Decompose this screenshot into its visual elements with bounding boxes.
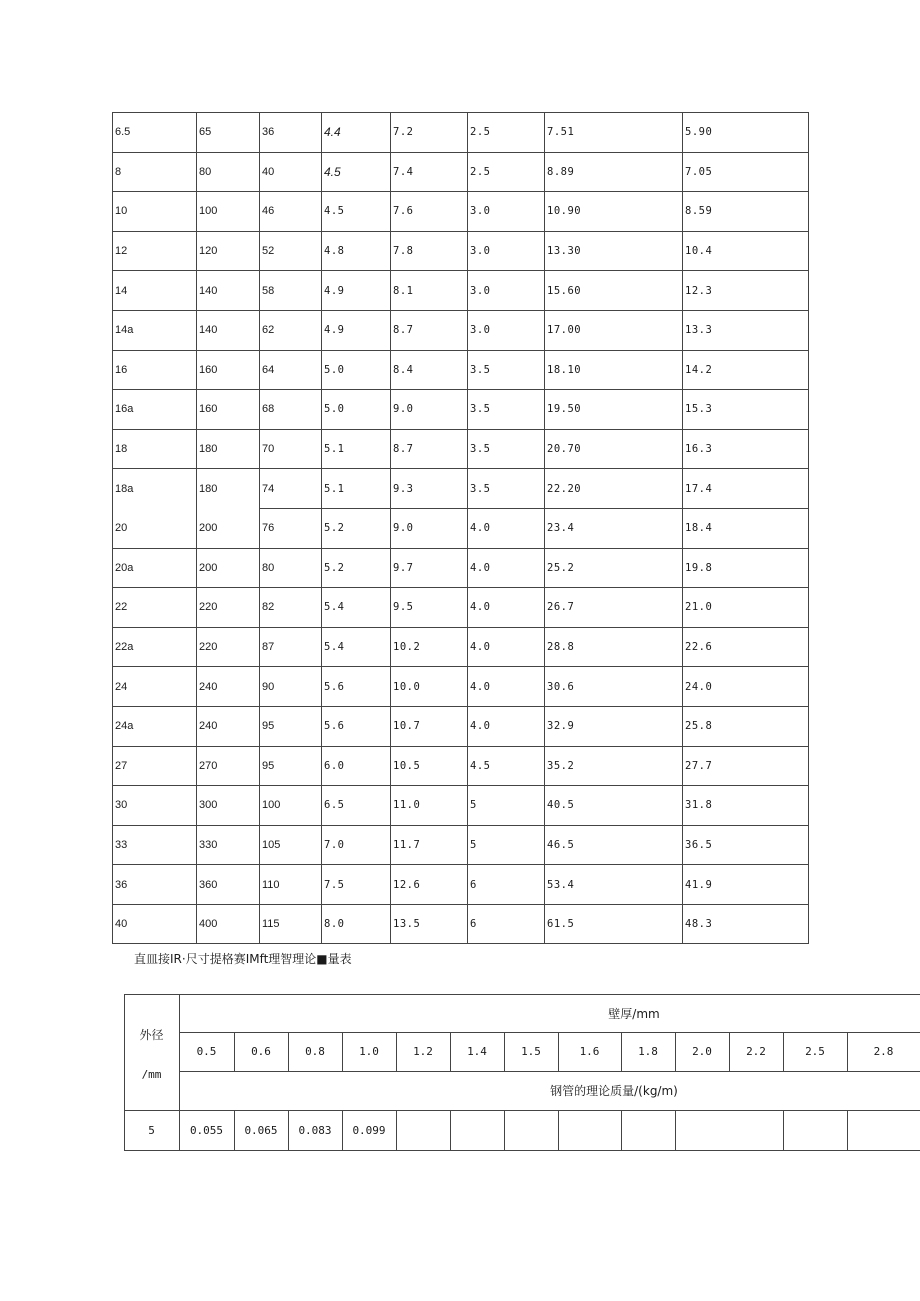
cell-width: 110 <box>260 865 322 905</box>
cell-radius: 3.0 <box>468 271 545 311</box>
wall-thickness-header: 壁厚/mm <box>608 1006 660 1021</box>
cell-model: 16a <box>113 390 197 430</box>
cell-height: 180 <box>197 429 260 469</box>
table-row <box>113 113 809 153</box>
cell-model: 14 <box>113 271 197 311</box>
cell-width: 82 <box>260 588 322 628</box>
thickness-value: 1.4 <box>467 1045 487 1058</box>
table-rule <box>124 1150 920 1151</box>
table-row <box>113 588 809 628</box>
cell-web-thickness: 4.5 <box>322 192 391 232</box>
cell-area: 32.9 <box>545 706 683 746</box>
cell-height: 300 <box>197 786 260 826</box>
mass-value <box>504 1110 558 1150</box>
table-row <box>113 271 809 311</box>
cell-radius: 3.5 <box>468 429 545 469</box>
cell-mass: 25.8 <box>683 706 809 746</box>
cell-area: 30.6 <box>545 667 683 707</box>
mass-value: 0.099 <box>352 1123 386 1137</box>
cell-height: 160 <box>197 350 260 390</box>
cell-height: 140 <box>197 310 260 350</box>
cell-area: 46.5 <box>545 825 683 865</box>
cell-width: 74 <box>260 469 322 509</box>
outer-diameter-unit: /mm <box>141 1067 162 1081</box>
cell-web-thickness: 8.0 <box>322 904 391 944</box>
cell-height: 200 <box>197 508 260 548</box>
cell-flange-thickness: 11.7 <box>391 825 468 865</box>
mass-value: 0.065 <box>244 1123 278 1137</box>
thickness-value: 1.8 <box>638 1045 658 1058</box>
cell-height: 240 <box>197 667 260 707</box>
cell-mass: 8.59 <box>683 192 809 232</box>
cell-flange-thickness: 7.8 <box>391 231 468 271</box>
cell-area: 15.60 <box>545 271 683 311</box>
cell-area: 17.00 <box>545 310 683 350</box>
cell-radius: 3.0 <box>468 231 545 271</box>
cell-mass: 13.3 <box>683 310 809 350</box>
thickness-value: 0.5 <box>196 1045 217 1058</box>
cell-area: 22.20 <box>545 469 683 509</box>
table-row <box>113 429 809 469</box>
cell-model: 22 <box>113 588 197 628</box>
cell-area: 8.89 <box>545 152 683 192</box>
cell-mass: 48.3 <box>683 904 809 944</box>
mass-value <box>558 1110 621 1150</box>
table-row <box>113 706 809 746</box>
cell-area: 23.4 <box>545 508 683 548</box>
table-row <box>113 746 809 786</box>
cell-radius: 2.5 <box>468 113 545 153</box>
cell-area: 7.51 <box>545 113 683 153</box>
cell-radius: 4.5 <box>468 746 545 786</box>
cell-mass: 18.4 <box>683 508 809 548</box>
cell-radius: 3.0 <box>468 192 545 232</box>
cell-mass: 10.4 <box>683 231 809 271</box>
cell-radius: 5 <box>468 825 545 865</box>
cell-width: 58 <box>260 271 322 311</box>
cell-width: 80 <box>260 548 322 588</box>
cell-width: 70 <box>260 429 322 469</box>
cell-model: 20a <box>113 548 197 588</box>
cell-model: 6.5 <box>113 113 197 153</box>
table-row <box>113 152 809 192</box>
cell-web-thickness: 5.0 <box>322 390 391 430</box>
cell-model: 10 <box>113 192 197 232</box>
mass-value <box>729 1110 783 1150</box>
cell-mass: 21.0 <box>683 588 809 628</box>
outer-diameter-label: 外径 <box>139 1027 164 1042</box>
thickness-value: 0.8 <box>305 1045 325 1058</box>
cell-flange-thickness: 12.6 <box>391 865 468 905</box>
cell-model: 18 <box>113 429 197 469</box>
cell-mass: 15.3 <box>683 390 809 430</box>
cell-flange-thickness: 9.5 <box>391 588 468 628</box>
cell-height: 330 <box>197 825 260 865</box>
cell-radius: 5 <box>468 786 545 826</box>
cell-mass: 5.90 <box>683 113 809 153</box>
cell-web-thickness: 5.6 <box>322 706 391 746</box>
cell-model: 30 <box>113 786 197 826</box>
cell-area: 53.4 <box>545 865 683 905</box>
mass-value <box>396 1110 450 1150</box>
cell-web-thickness: 5.4 <box>322 588 391 628</box>
cell-width: 95 <box>260 706 322 746</box>
cell-area: 10.90 <box>545 192 683 232</box>
cell-width: 95 <box>260 746 322 786</box>
cell-height: 140 <box>197 271 260 311</box>
cell-web-thickness: 4.5 <box>322 152 391 192</box>
mass-value: 0.083 <box>298 1123 332 1137</box>
cell-web-thickness: 5.4 <box>322 627 391 667</box>
mass-value <box>621 1110 675 1150</box>
table-row <box>113 469 809 509</box>
table-row <box>113 231 809 271</box>
cell-width: 115 <box>260 904 322 944</box>
table-row <box>113 627 809 667</box>
cell-web-thickness: 5.2 <box>322 548 391 588</box>
cell-height: 65 <box>197 113 260 153</box>
cell-model: 24 <box>113 667 197 707</box>
cell-flange-thickness: 13.5 <box>391 904 468 944</box>
cell-flange-thickness: 7.2 <box>391 113 468 153</box>
cell-web-thickness: 4.8 <box>322 231 391 271</box>
cell-model: 40 <box>113 904 197 944</box>
cell-mass: 27.7 <box>683 746 809 786</box>
cell-width: 100 <box>260 786 322 826</box>
table-row <box>113 310 809 350</box>
cell-height: 240 <box>197 706 260 746</box>
mass-value <box>675 1110 729 1150</box>
thickness-value: 2.0 <box>692 1045 712 1058</box>
table-row <box>113 865 809 905</box>
cell-radius: 4.0 <box>468 588 545 628</box>
cell-area: 40.5 <box>545 786 683 826</box>
cell-height: 180 <box>197 469 260 509</box>
cell-radius: 6 <box>468 904 545 944</box>
cell-mass: 24.0 <box>683 667 809 707</box>
table-row <box>113 786 809 826</box>
cell-area: 19.50 <box>545 390 683 430</box>
cell-flange-thickness: 11.0 <box>391 786 468 826</box>
cell-width: 46 <box>260 192 322 232</box>
cell-area: 28.8 <box>545 627 683 667</box>
cell-web-thickness: 5.2 <box>322 508 391 548</box>
cell-web-thickness: 6.0 <box>322 746 391 786</box>
cell-width: 76 <box>260 508 322 548</box>
cell-flange-thickness: 10.5 <box>391 746 468 786</box>
cell-width: 105 <box>260 825 322 865</box>
cell-area: 61.5 <box>545 904 683 944</box>
cell-height: 220 <box>197 627 260 667</box>
cell-flange-thickness: 8.7 <box>391 310 468 350</box>
cell-web-thickness: 4.9 <box>322 310 391 350</box>
cell-web-thickness: 5.6 <box>322 667 391 707</box>
cell-radius: 4.0 <box>468 667 545 707</box>
cell-radius: 4.0 <box>468 627 545 667</box>
cell-width: 40 <box>260 152 322 192</box>
cell-height: 80 <box>197 152 260 192</box>
cell-radius: 3.5 <box>468 390 545 430</box>
cell-mass: 16.3 <box>683 429 809 469</box>
cell-flange-thickness: 9.0 <box>391 508 468 548</box>
cell-radius: 2.5 <box>468 152 545 192</box>
cell-height: 120 <box>197 231 260 271</box>
cell-radius: 3.0 <box>468 310 545 350</box>
table-row <box>113 192 809 232</box>
mass-value <box>783 1110 847 1150</box>
cell-radius: 3.5 <box>468 350 545 390</box>
cell-mass: 22.6 <box>683 627 809 667</box>
cell-height: 400 <box>197 904 260 944</box>
cell-model: 24a <box>113 706 197 746</box>
cell-area: 18.10 <box>545 350 683 390</box>
steel-pipe-mass-table <box>124 994 920 1151</box>
cell-model: 12 <box>113 231 197 271</box>
thickness-value: 2.2 <box>746 1045 766 1058</box>
cell-web-thickness: 7.5 <box>322 865 391 905</box>
cell-flange-thickness: 7.6 <box>391 192 468 232</box>
cell-area: 13.30 <box>545 231 683 271</box>
cell-model: 22a <box>113 627 197 667</box>
thickness-value: 2.5 <box>805 1045 825 1058</box>
cell-model: 36 <box>113 865 197 905</box>
cell-area: 35.2 <box>545 746 683 786</box>
cell-height: 270 <box>197 746 260 786</box>
cell-mass: 7.05 <box>683 152 809 192</box>
cell-radius: 6 <box>468 865 545 905</box>
cell-radius: 4.0 <box>468 508 545 548</box>
cell-flange-thickness: 10.7 <box>391 706 468 746</box>
cell-height: 220 <box>197 588 260 628</box>
outer-diameter-value: 5 <box>148 1123 155 1137</box>
cell-flange-thickness: 10.0 <box>391 667 468 707</box>
mass-value <box>847 1110 920 1150</box>
cell-mass: 12.3 <box>683 271 809 311</box>
cell-height: 200 <box>197 548 260 588</box>
cell-radius: 4.0 <box>468 706 545 746</box>
cell-height: 360 <box>197 865 260 905</box>
table-row <box>113 904 809 944</box>
channel-steel-table <box>112 112 809 944</box>
cell-model: 33 <box>113 825 197 865</box>
cell-model: 8 <box>113 152 197 192</box>
cell-width: 36 <box>260 113 322 153</box>
cell-area: 20.70 <box>545 429 683 469</box>
cell-mass: 19.8 <box>683 548 809 588</box>
cell-web-thickness: 6.5 <box>322 786 391 826</box>
cell-model: 14a <box>113 310 197 350</box>
cell-web-thickness: 5.0 <box>322 350 391 390</box>
cell-flange-thickness: 8.4 <box>391 350 468 390</box>
cell-model: 16 <box>113 350 197 390</box>
table-row <box>113 825 809 865</box>
table-row <box>113 508 809 548</box>
thickness-value: 1.2 <box>413 1045 433 1058</box>
cell-web-thickness: 7.0 <box>322 825 391 865</box>
table-row <box>113 390 809 430</box>
cell-model: 27 <box>113 746 197 786</box>
mass-header: 钢管的理论质量/(kg/m) <box>550 1084 678 1098</box>
cell-mass: 41.9 <box>683 865 809 905</box>
mass-value <box>450 1110 504 1150</box>
cell-area: 25.2 <box>545 548 683 588</box>
cell-model: 20 <box>113 508 197 548</box>
cell-web-thickness: 5.1 <box>322 469 391 509</box>
cell-radius: 4.0 <box>468 548 545 588</box>
table-row <box>113 350 809 390</box>
cell-mass: 31.8 <box>683 786 809 826</box>
mass-value: 0.055 <box>189 1123 224 1137</box>
cell-height: 100 <box>197 192 260 232</box>
cell-width: 87 <box>260 627 322 667</box>
table-caption: 直皿接IR·尺寸提格赛IMft理智理论■量表 <box>134 952 352 966</box>
cell-flange-thickness: 10.2 <box>391 627 468 667</box>
cell-flange-thickness: 9.3 <box>391 469 468 509</box>
table-row <box>113 548 809 588</box>
cell-width: 68 <box>260 390 322 430</box>
cell-web-thickness: 4.9 <box>322 271 391 311</box>
cell-mass: 36.5 <box>683 825 809 865</box>
cell-flange-thickness: 8.1 <box>391 271 468 311</box>
cell-model: 18a <box>113 469 197 509</box>
cell-web-thickness: 5.1 <box>322 429 391 469</box>
cell-width: 62 <box>260 310 322 350</box>
thickness-value: 1.6 <box>579 1045 600 1058</box>
thickness-value: 1.5 <box>521 1045 541 1058</box>
table-row <box>113 667 809 707</box>
cell-flange-thickness: 9.7 <box>391 548 468 588</box>
cell-mass: 17.4 <box>683 469 809 509</box>
cell-flange-thickness: 9.0 <box>391 390 468 430</box>
cell-web-thickness: 4.4 <box>322 113 391 153</box>
cell-radius: 3.5 <box>468 469 545 509</box>
cell-area: 26.7 <box>545 588 683 628</box>
cell-width: 52 <box>260 231 322 271</box>
cell-mass: 14.2 <box>683 350 809 390</box>
cell-width: 64 <box>260 350 322 390</box>
cell-flange-thickness: 8.7 <box>391 429 468 469</box>
thickness-value: 0.6 <box>251 1045 271 1058</box>
cell-height: 160 <box>197 390 260 430</box>
thickness-value: 1.0 <box>359 1045 379 1058</box>
thickness-value: 2.8 <box>873 1045 894 1058</box>
cell-flange-thickness: 7.4 <box>391 152 468 192</box>
cell-width: 90 <box>260 667 322 707</box>
